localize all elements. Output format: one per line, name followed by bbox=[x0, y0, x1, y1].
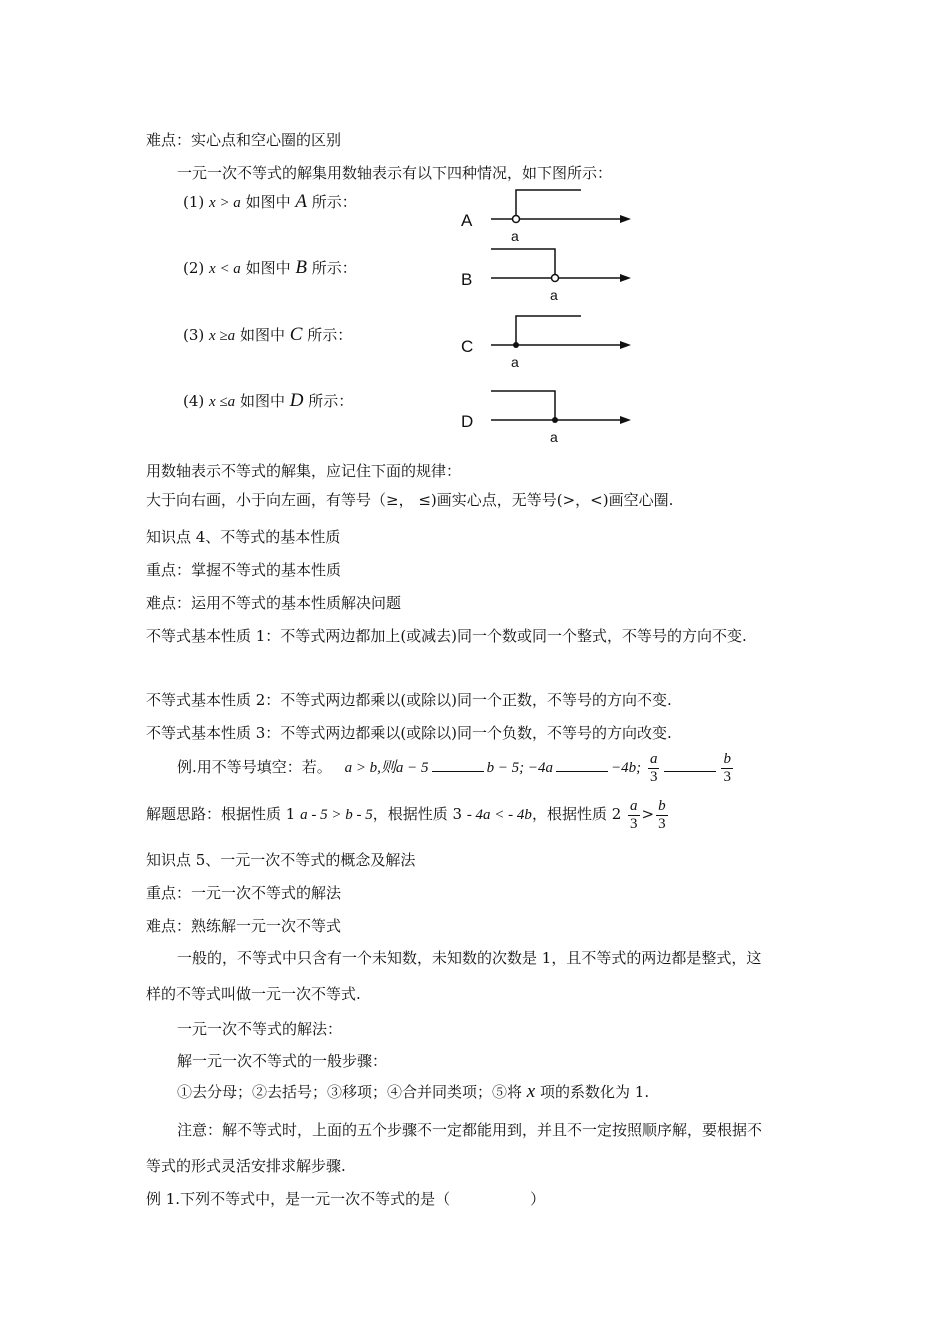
number-line-c bbox=[455, 312, 635, 372]
example-math-3: −4b; bbox=[611, 760, 642, 776]
case-1-number: (1) bbox=[183, 193, 205, 211]
number-line-d bbox=[455, 387, 635, 447]
case-2-post: 所示： bbox=[311, 259, 357, 277]
solid-point bbox=[552, 417, 558, 423]
knowledge-point-4: 知识点 4、不等式的基本性质 bbox=[146, 528, 341, 546]
property-1: 不等式基本性质 1：不等式两边都加上(或减去)同一个数或同一个整式，不等号的方向不变. bbox=[146, 627, 747, 645]
example-1 bbox=[146, 1189, 545, 1209]
case-4-mid: 如图中 bbox=[239, 392, 285, 410]
key-point-5: 重点：一元一次不等式的解法 bbox=[146, 884, 342, 902]
rule-line-2: 大于向右画，小于向左画，有等号（≥， ≤)画实心点，无等号(>，<)画空心圈. bbox=[146, 491, 674, 509]
open-point bbox=[552, 275, 559, 282]
fraction-a-over-3: $\frac{a}{3}$ bbox=[649, 750, 658, 785]
point-label: a bbox=[511, 354, 519, 370]
intro-line: 一元一次不等式的解集用数轴表示有以下四种情况，如下图所示： bbox=[177, 164, 613, 182]
point-label: a bbox=[511, 228, 519, 244]
solution-line bbox=[146, 795, 670, 834]
case-4-math: x ≤a bbox=[209, 394, 236, 410]
case-2-math: x < a bbox=[209, 261, 241, 277]
property-3: 不等式基本性质 3：不等式两边都乘以(或除以)同一个负数，不等号的方向改变. bbox=[146, 724, 672, 742]
solution-fraction-b: $\frac{b}{3}$ bbox=[658, 797, 666, 832]
case-4-number: (4) bbox=[183, 392, 205, 410]
case-3-number: (3) bbox=[183, 326, 205, 344]
difficulty-5: 难点：熟练解一元一次不等式 bbox=[146, 917, 342, 935]
key-point-4: 重点：掌握不等式的基本性质 bbox=[146, 561, 342, 579]
case-1 bbox=[183, 192, 357, 213]
open-point bbox=[513, 216, 520, 223]
solution-math-1: a - 5 > b - 5 bbox=[300, 807, 373, 823]
solution-fraction-a: $\frac{a}{3}$ bbox=[630, 797, 638, 832]
solution-mid-1: ，根据性质 3 bbox=[372, 805, 463, 823]
case-3-letter: C bbox=[289, 324, 303, 345]
steps-title: 解一元一次不等式的一般步骤： bbox=[177, 1052, 388, 1070]
definition-line-2: 样的不等式叫做一元一次不等式. bbox=[146, 985, 361, 1003]
solution-gt: > bbox=[641, 805, 655, 823]
solid-point bbox=[513, 342, 519, 348]
case-2-mid: 如图中 bbox=[245, 259, 291, 277]
steps-line bbox=[177, 1082, 649, 1102]
solution-prefix: 解题思路：根据性质 1 bbox=[146, 805, 296, 823]
number-line-a bbox=[455, 186, 635, 246]
case-2 bbox=[183, 258, 357, 279]
solution-math-2: - 4a < - 4b bbox=[466, 807, 532, 823]
figure-label-d: D bbox=[461, 412, 474, 431]
blank-2[interactable] bbox=[556, 757, 608, 772]
difficulty-line: 难点：实心点和空心圈的区别 bbox=[146, 131, 342, 149]
note-line-2: 等式的形式灵活安排求解步骤. bbox=[146, 1157, 346, 1175]
case-2-letter: B bbox=[295, 257, 307, 278]
case-3-mid: 如图中 bbox=[239, 326, 285, 344]
case-1-math: x > a bbox=[209, 195, 241, 211]
example-1-close: ） bbox=[530, 1190, 546, 1208]
figure-label-c: C bbox=[461, 337, 474, 356]
case-1-post: 所示： bbox=[311, 193, 357, 211]
example-math-2: b − 5; −4a bbox=[486, 760, 554, 776]
difficulty-4: 难点：运用不等式的基本性质解决问题 bbox=[146, 594, 402, 612]
case-4 bbox=[183, 391, 353, 412]
solution-mid-2: ，根据性质 2 bbox=[531, 805, 622, 823]
steps-variable: x bbox=[526, 1081, 536, 1102]
case-3-math: x ≥a bbox=[209, 328, 236, 344]
blank-1[interactable] bbox=[432, 757, 484, 772]
knowledge-point-5: 知识点 5、一元一次不等式的概念及解法 bbox=[146, 851, 416, 869]
case-3 bbox=[183, 325, 352, 346]
case-1-letter: A bbox=[295, 191, 307, 212]
steps-prefix: ①去分母；②去括号；③移项；④合并同类项；⑤将 bbox=[177, 1083, 523, 1101]
figure-label-b: B bbox=[461, 270, 473, 289]
example-line bbox=[177, 748, 735, 787]
point-label: a bbox=[550, 429, 558, 445]
example-prefix: 例.用不等号填空：若。 bbox=[177, 758, 332, 776]
method-title: 一元一次不等式的解法： bbox=[177, 1020, 343, 1038]
fraction-b-over-3: $\frac{b}{3}$ bbox=[723, 750, 731, 785]
steps-suffix: 项的系数化为 1. bbox=[540, 1083, 650, 1101]
property-2: 不等式基本性质 2：不等式两边都乘以(或除以)同一个正数，不等号的方向不变. bbox=[146, 691, 672, 709]
definition-line-1: 一般的，不等式中只含有一个未知数，未知数的次数是 1，且不等式的两边都是整式，这 bbox=[177, 949, 762, 967]
figure-label-a: A bbox=[461, 211, 473, 230]
point-label: a bbox=[550, 287, 558, 303]
case-4-post: 所示： bbox=[308, 392, 354, 410]
example-math-1: a > b,则a − 5 bbox=[344, 760, 429, 776]
note-line-1: 注意：解不等式时，上面的五个步骤不一定都能用到，并且不一定按照顺序解，要根据不 bbox=[177, 1121, 763, 1139]
case-2-number: (2) bbox=[183, 259, 205, 277]
blank-3[interactable] bbox=[664, 757, 716, 772]
case-1-mid: 如图中 bbox=[245, 193, 291, 211]
number-line-b bbox=[455, 245, 635, 305]
example-1-text: 例 1.下列不等式中，是一元一次不等式的是（ bbox=[146, 1190, 451, 1208]
rule-line-1: 用数轴表示不等式的解集，应记住下面的规律： bbox=[146, 462, 462, 480]
case-3-post: 所示： bbox=[307, 326, 353, 344]
case-4-letter: D bbox=[289, 390, 304, 411]
